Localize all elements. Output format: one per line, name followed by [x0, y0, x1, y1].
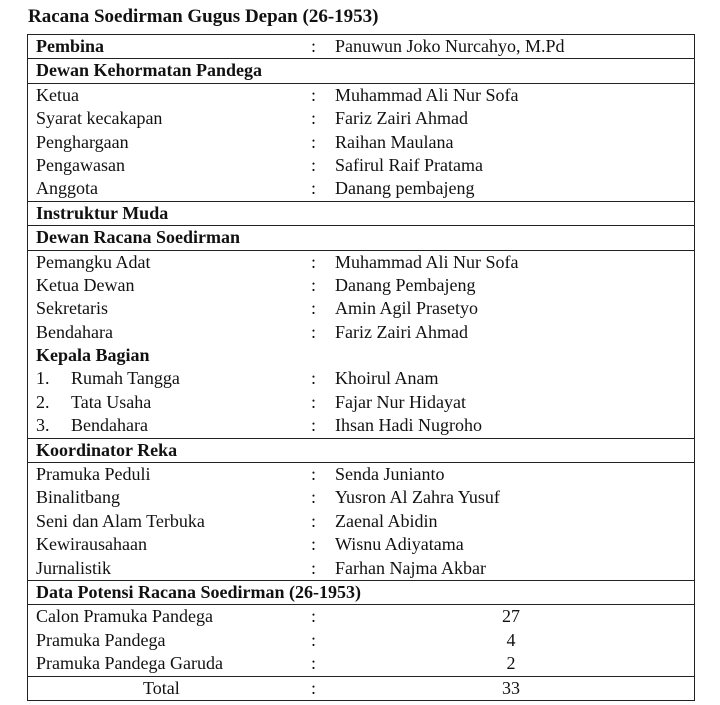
role-label: Tata Usaha: [71, 391, 152, 412]
colon: :: [311, 108, 317, 129]
colon: :: [311, 178, 317, 199]
category-label: Pramuka Pandega Garuda: [36, 653, 223, 674]
person-name: Ihsan Hadi Nugroho: [335, 415, 482, 436]
colon: :: [311, 415, 317, 436]
count-value: 2: [506, 653, 516, 674]
role-label: Jurnalistik: [36, 557, 111, 578]
person-name: Khoirul Anam: [335, 368, 439, 389]
list-number: 2.: [36, 391, 50, 412]
role-label: Kewirausahaan: [36, 534, 147, 555]
role-label: Binalitbang: [36, 487, 120, 508]
section-header-instruktur-muda: [28, 202, 694, 226]
role-label: Pramuka Peduli: [36, 464, 151, 485]
category-label: Calon Pramuka Pandega: [36, 606, 213, 627]
table-row: [28, 251, 694, 274]
role-label: Rumah Tangga: [71, 368, 180, 389]
section-header-koordinator-reka: [28, 439, 694, 463]
colon: :: [311, 131, 317, 152]
role-label: Pemangku Adat: [36, 251, 151, 272]
person-name: Wisnu Adiyatama: [335, 534, 464, 555]
person-name: Fariz Zairi Ahmad: [335, 321, 468, 342]
colon: :: [311, 154, 317, 175]
person-name: Danang Pembajeng: [335, 274, 476, 295]
total-row: [28, 677, 694, 700]
person-name: Yusron Al Zahra Yusuf: [335, 487, 500, 508]
colon: :: [311, 274, 317, 295]
colon: :: [311, 321, 317, 342]
role-label: Anggota: [36, 178, 98, 199]
count-value: 4: [506, 629, 516, 650]
count-value: 27: [502, 606, 520, 627]
table-row: [28, 367, 694, 390]
total-label: Total: [143, 677, 180, 698]
section-title: Kepala Bagian: [36, 345, 150, 366]
list-number: 1.: [36, 368, 50, 389]
table-row: [28, 274, 694, 297]
pembina-label: Pembina: [36, 36, 105, 56]
person-name: Farhan Najma Akbar: [335, 557, 486, 578]
role-label: Ketua: [36, 84, 79, 105]
person-name: Fariz Zairi Ahmad: [335, 108, 468, 129]
person-name: Safirul Raif Pratama: [335, 154, 483, 175]
role-label: Penghargaan: [36, 131, 129, 152]
role-label: Bendahara: [71, 415, 148, 436]
section-header-dewan-racana: [28, 226, 694, 250]
table-row: [28, 177, 694, 201]
table-row: [28, 84, 694, 107]
colon: :: [311, 557, 317, 578]
role-label: Pengawasan: [36, 154, 125, 175]
colon: :: [311, 677, 317, 698]
table-row: [28, 321, 694, 344]
colon: :: [311, 464, 317, 485]
section-title: Instruktur Muda: [36, 202, 169, 223]
document-title: Racana Soedirman Gugus Depan (26-1953): [28, 6, 379, 27]
list-number: 3.: [36, 415, 50, 436]
table-row: [28, 486, 694, 509]
role-label: Seni dan Alam Terbuka: [36, 510, 205, 531]
person-name: Amin Agil Prasetyo: [335, 298, 478, 319]
table-row: [28, 391, 694, 414]
pembina-value: Panuwun Joko Nurcahyo, M.Pd: [335, 36, 565, 56]
table-row: [28, 557, 694, 581]
role-label: Sekretaris: [36, 298, 108, 319]
colon: :: [311, 36, 317, 56]
colon: :: [311, 487, 317, 508]
colon: :: [311, 653, 317, 674]
table-row: [28, 154, 694, 177]
section-header-dewan-kehormatan: [28, 59, 694, 83]
table-row: [28, 297, 694, 320]
person-name: Senda Junianto: [335, 464, 445, 485]
table-row-pembina: [28, 35, 694, 59]
colon: :: [311, 629, 317, 650]
person-name: Muhammad Ali Nur Sofa: [335, 251, 519, 272]
total-value: 33: [502, 677, 520, 698]
table-row: [28, 605, 694, 628]
colon: :: [311, 510, 317, 531]
colon: :: [311, 298, 317, 319]
role-label: Syarat kecakapan: [36, 108, 163, 129]
section-header-kepala-bagian: [28, 344, 694, 367]
colon: :: [311, 368, 317, 389]
colon: :: [311, 251, 317, 272]
section-header-data-potensi: [28, 581, 694, 605]
section-title: Dewan Racana Soedirman: [36, 227, 241, 248]
section-title: Koordinator Reka: [36, 439, 178, 460]
person-name: Raihan Maulana: [335, 131, 454, 152]
table-row: [28, 414, 694, 438]
table-row: [28, 533, 694, 556]
person-name: Fajar Nur Hidayat: [335, 391, 466, 412]
table-row: [28, 131, 694, 154]
table-row: [28, 107, 694, 130]
colon: :: [311, 534, 317, 555]
person-name: Zaenal Abidin: [335, 510, 438, 531]
table-row: [28, 510, 694, 533]
table-row: [28, 629, 694, 652]
category-label: Pramuka Pandega: [36, 629, 166, 650]
role-label: Bendahara: [36, 321, 113, 342]
table-row: [28, 652, 694, 676]
table-row: [28, 463, 694, 486]
role-label: Ketua Dewan: [36, 274, 135, 295]
section-title: Dewan Kehormatan Pandega: [36, 60, 262, 81]
organization-table: [27, 34, 695, 701]
colon: :: [311, 391, 317, 412]
colon: :: [311, 606, 317, 627]
person-name: Muhammad Ali Nur Sofa: [335, 84, 519, 105]
section-title: Data Potensi Racana Soedirman (26-1953): [36, 581, 361, 602]
person-name: Danang pembajeng: [335, 178, 475, 199]
colon: :: [311, 84, 317, 105]
